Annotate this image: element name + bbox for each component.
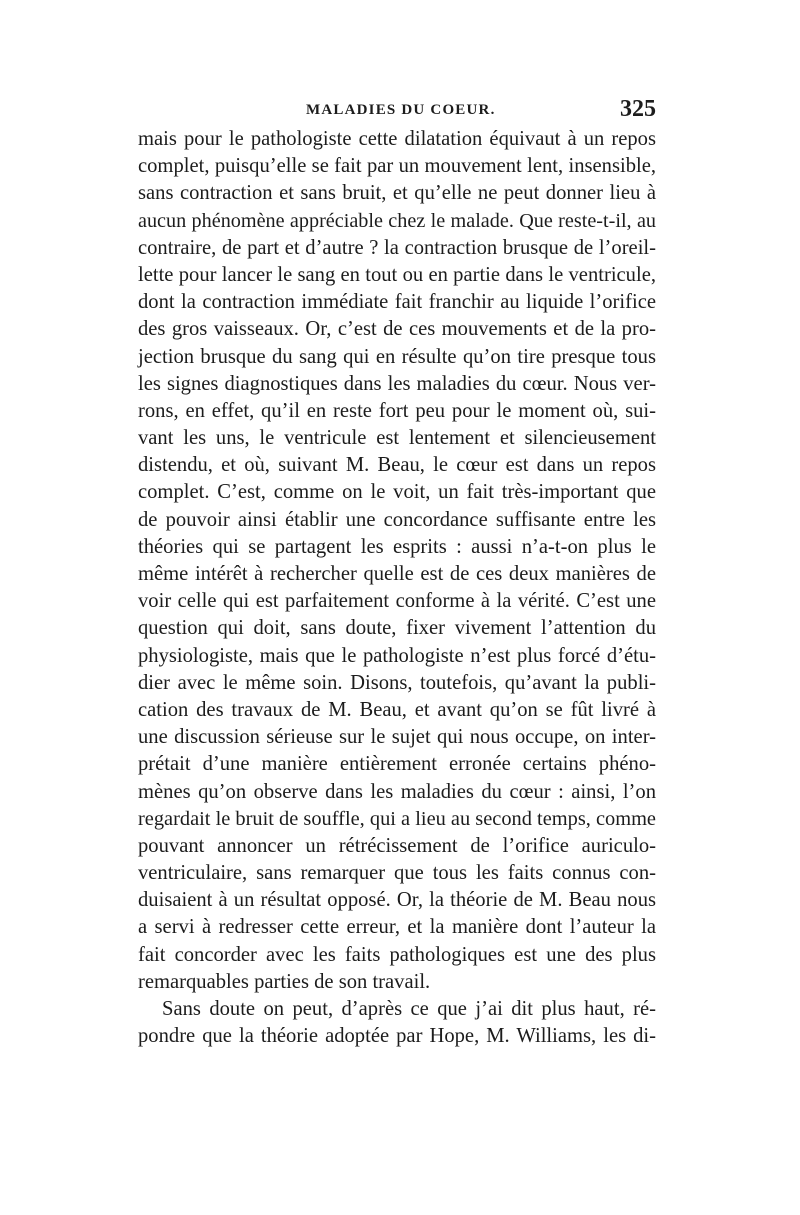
- text-line: contraire, de part et d’autre ? la contraction brusque de l’oreil-: [138, 236, 656, 259]
- text-line: dier avec le même soin. Disons, toutefois, qu’avant la publi-: [138, 671, 656, 694]
- body-text: [138, 126, 656, 1050]
- text-line: sans contraction et sans bruit, et qu’elle ne peut donner lieu à: [138, 182, 656, 205]
- text-line: a servi à redresser cette erreur, et la manière dont l’auteur la: [138, 916, 656, 939]
- text-line: rons, en effet, qu’il en reste fort peu pour le moment où, sui-: [138, 399, 656, 422]
- text-line: théories qui se partagent les esprits : aussi n’a-t-on plus le: [138, 535, 656, 558]
- page-number: 325: [620, 96, 656, 122]
- text-line: physiologiste, mais que le pathologiste n’est plus forcé d’étu-: [138, 644, 656, 667]
- text-line: les signes diagnostiques dans les maladies du cœur. Nous ver-: [138, 372, 656, 395]
- text-line: même intérêt à rechercher quelle est de ces deux manières de: [138, 563, 656, 585]
- running-title: MALADIES DU COEUR.: [306, 102, 496, 118]
- text-line: complet. C’est, comme on le voit, un fait très-important que: [138, 481, 656, 504]
- text-line: vant les uns, le ventricule est lentement et silencieusement: [138, 427, 656, 450]
- text-line: une discussion sérieuse sur le sujet qui nous occupe, on inter-: [138, 726, 656, 749]
- text-line: question qui doit, sans doute, fixer vivement l’attention du: [138, 617, 656, 640]
- text-line: voir celle qui est parfaitement conforme à la vérité. C’est une: [138, 590, 656, 613]
- page-header: [138, 96, 656, 126]
- text-line: regardait le bruit de souffle, qui a lieu au second temps, comme: [138, 807, 656, 830]
- text-line: dont la contraction immédiate fait franchir au liquide l’orifice: [138, 291, 656, 314]
- text-line: fait concorder avec les faits pathologiques est une des plus: [138, 943, 656, 966]
- text-line: de pouvoir ainsi établir une concordance suffisante entre les: [138, 508, 656, 531]
- text-line: cation des travaux de M. Beau, et avant qu’on se fût livré à: [138, 698, 656, 721]
- text-line: pondre que la théorie adoptée par Hope, M. Williams, les di-: [138, 1025, 656, 1048]
- text-line: duisaient à un résultat opposé. Or, la théorie de M. Beau nous: [138, 889, 656, 912]
- text-line: distendu, et où, suivant M. Beau, le cœur est dans un repos: [138, 454, 656, 477]
- paragraph-start-line: Sans doute on peut, d’après ce que j’ai dit plus haut, ré-: [162, 998, 656, 1020]
- text-line: prétait d’une manière entièrement erronée certains phéno-: [138, 753, 656, 776]
- text-line: aucun phénomène appréciable chez le malade. Que reste-t-il, au: [138, 209, 656, 232]
- text-line: mènes qu’on observe dans les maladies du cœur : ainsi, l’on: [138, 780, 656, 803]
- paragraph-end-line: remarquables parties de son travail.: [138, 970, 431, 993]
- text-line: ventriculaire, sans remarquer que tous les faits connus con-: [138, 862, 656, 885]
- text-line: pouvant annoncer un rétrécissement de l’orifice auriculo-: [138, 834, 656, 857]
- text-line: complet, puisqu’elle se fait par un mouvement lent, insensible,: [138, 155, 656, 178]
- text-line: mais pour le pathologiste cette dilatation équivaut à un repos: [138, 128, 656, 150]
- text-line: lette pour lancer le sang en tout ou en partie dans le ventricule,: [138, 263, 656, 286]
- text-line: jection brusque du sang qui en résulte qu’on tire presque tous: [138, 345, 656, 368]
- text-line: des gros vaisseaux. Or, c’est de ces mouvements et de la pro-: [138, 318, 656, 341]
